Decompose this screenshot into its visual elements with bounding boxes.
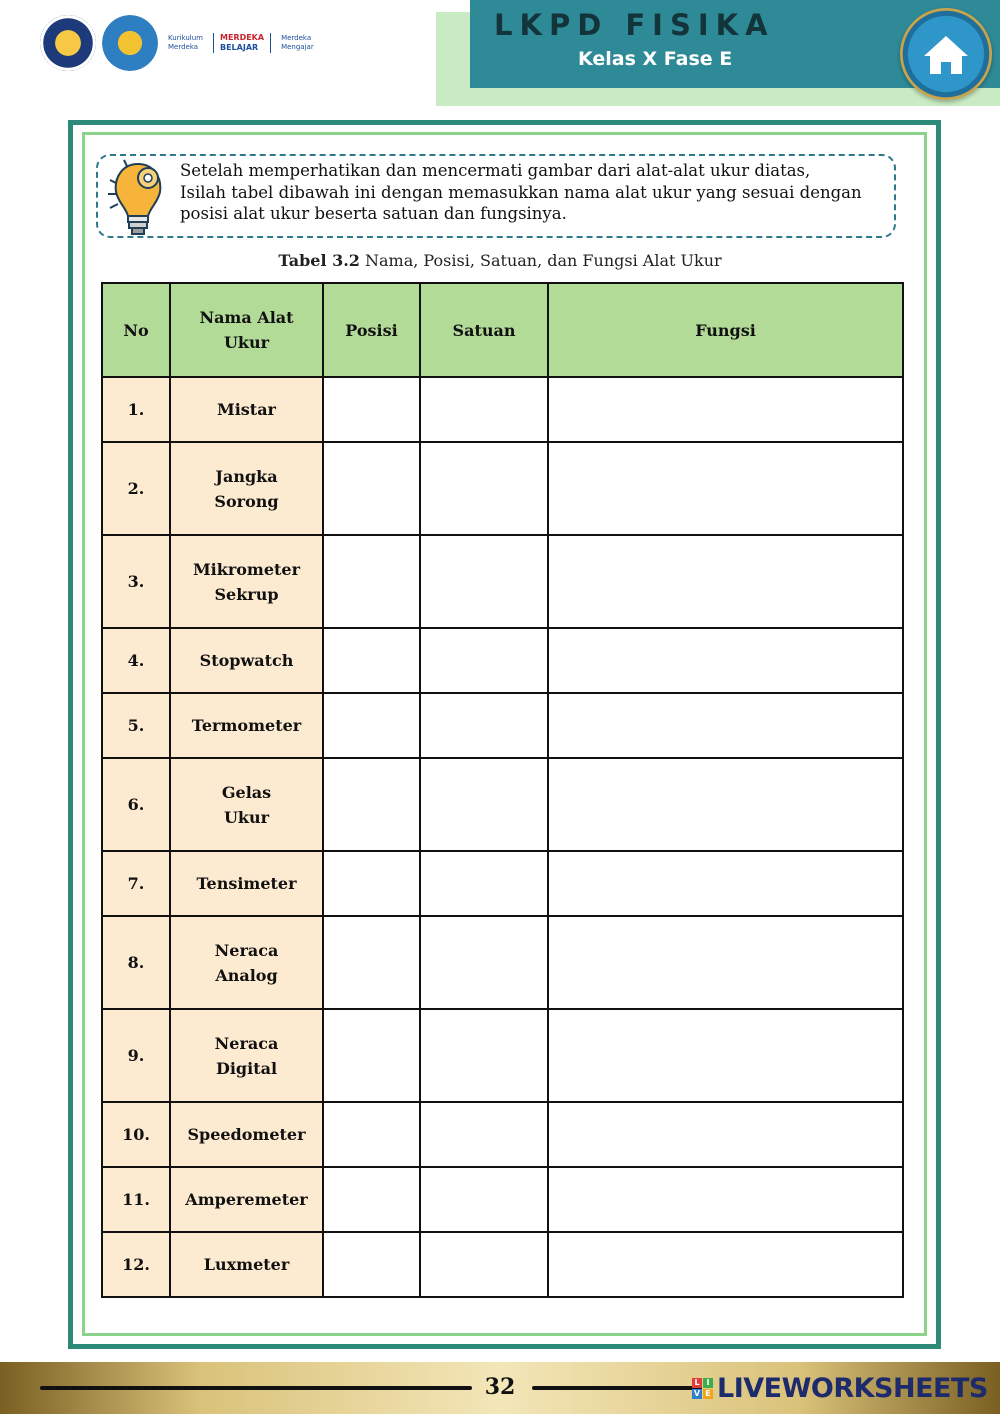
tool-name-line: Ukur <box>223 807 270 827</box>
table-caption: Tabel 3.2 Nama, Posisi, Satuan, dan Fungsi Alat Ukur <box>278 251 722 270</box>
row-number: 6. <box>102 758 170 851</box>
tool-name-line: Jangka <box>215 466 278 486</box>
measuring-tools-table <box>101 282 904 1298</box>
instruction-text: Setelah memperhatikan dan mencermati gambar dari alat-alat ukur diatas, Isilah tabel dibawah ini dengan memasukkan nama alat ukur yang sesuai dengan posisi alat ukur beserta satuan dan fungsinya. <box>180 161 862 223</box>
tool-name-line: Mistar <box>217 400 276 419</box>
satuan-answer-cell[interactable] <box>420 1167 548 1232</box>
tool-name <box>170 851 323 916</box>
liveworksheets-logo <box>692 1373 988 1404</box>
footer-line-right <box>532 1386 702 1390</box>
tool-name <box>170 442 323 535</box>
satuan-answer-cell[interactable] <box>420 442 548 535</box>
satuan-answer-cell[interactable] <box>420 535 548 628</box>
table-row <box>102 916 903 1009</box>
fungsi-answer-cell[interactable] <box>548 1167 903 1232</box>
header-logos <box>40 14 314 72</box>
page-number: 32 <box>484 1374 516 1400</box>
header-posisi: Posisi <box>323 283 420 377</box>
row-number: 2. <box>102 442 170 535</box>
fungsi-answer-cell[interactable] <box>548 693 903 758</box>
table-row <box>102 1102 903 1167</box>
tut-wuri-handayani-logo <box>102 15 158 71</box>
liveworksheets-wordmark: LIVEWORKSHEETS <box>717 1373 988 1404</box>
tool-name-line: Digital <box>215 1058 278 1078</box>
header-nama-alat-ukur: Nama Alat Ukur <box>170 283 323 377</box>
fungsi-answer-cell[interactable] <box>548 628 903 693</box>
tool-name <box>170 758 323 851</box>
tool-name <box>170 693 323 758</box>
fungsi-answer-cell[interactable] <box>548 916 903 1009</box>
row-number: 11. <box>102 1167 170 1232</box>
tool-name-line: Neraca <box>214 1033 279 1053</box>
table-row <box>102 377 903 442</box>
posisi-answer-cell[interactable] <box>323 1232 420 1297</box>
table-row <box>102 693 903 758</box>
posisi-answer-cell[interactable] <box>323 1167 420 1232</box>
table-row <box>102 1009 903 1102</box>
satuan-answer-cell[interactable] <box>420 693 548 758</box>
merdeka-belajar-logo: MERDEKA BELAJAR <box>213 33 271 53</box>
home-button[interactable] <box>900 8 992 100</box>
header-satuan: Satuan <box>420 283 548 377</box>
tool-name-line: Luxmeter <box>203 1255 290 1274</box>
tool-name-line: Speedometer <box>187 1125 306 1144</box>
fungsi-answer-cell[interactable] <box>548 377 903 442</box>
home-icon <box>922 32 970 76</box>
lightbulb-gear-icon <box>104 154 174 240</box>
satuan-answer-cell[interactable] <box>420 1102 548 1167</box>
posisi-answer-cell[interactable] <box>323 1009 420 1102</box>
table-row <box>102 1232 903 1297</box>
tool-name <box>170 377 323 442</box>
tool-name-line: Mikrometer <box>192 559 301 579</box>
fungsi-answer-cell[interactable] <box>548 535 903 628</box>
table-row <box>102 758 903 851</box>
header-fungsi: Fungsi <box>548 283 903 377</box>
row-number: 9. <box>102 1009 170 1102</box>
header-no: No <box>102 283 170 377</box>
table-body <box>102 377 903 1297</box>
table-row <box>102 628 903 693</box>
posisi-answer-cell[interactable] <box>323 693 420 758</box>
tool-name <box>170 1167 323 1232</box>
page-subtitle: Kelas X Fase E <box>578 48 733 70</box>
posisi-answer-cell[interactable] <box>323 628 420 693</box>
posisi-answer-cell[interactable] <box>323 851 420 916</box>
tool-name <box>170 628 323 693</box>
satuan-answer-cell[interactable] <box>420 1232 548 1297</box>
tool-name-line: Amperemeter <box>185 1190 308 1209</box>
tool-name-line: Analog <box>215 965 278 985</box>
liveworksheets-mark-icon: L I V E <box>692 1378 713 1399</box>
row-number: 12. <box>102 1232 170 1297</box>
posisi-answer-cell[interactable] <box>323 1102 420 1167</box>
fungsi-answer-cell[interactable] <box>548 851 903 916</box>
row-number: 10. <box>102 1102 170 1167</box>
page-title: LKPD FISIKA <box>494 8 775 42</box>
row-number: 7. <box>102 851 170 916</box>
table-header-row <box>102 283 903 377</box>
posisi-answer-cell[interactable] <box>323 535 420 628</box>
fungsi-answer-cell[interactable] <box>548 1102 903 1167</box>
row-number: 1. <box>102 377 170 442</box>
posisi-answer-cell[interactable] <box>323 916 420 1009</box>
row-number: 4. <box>102 628 170 693</box>
tool-name-line: Tensimeter <box>196 874 297 893</box>
tool-name-line: Termometer <box>191 716 302 735</box>
posisi-answer-cell[interactable] <box>323 377 420 442</box>
table-row <box>102 442 903 535</box>
fungsi-answer-cell[interactable] <box>548 758 903 851</box>
tool-name <box>170 535 323 628</box>
tool-name <box>170 916 323 1009</box>
posisi-answer-cell[interactable] <box>323 758 420 851</box>
satuan-answer-cell[interactable] <box>420 851 548 916</box>
merdeka-mengajar-logo: Merdeka Mengajar <box>281 34 314 51</box>
row-number: 8. <box>102 916 170 1009</box>
tool-name <box>170 1102 323 1167</box>
unp-logo <box>40 15 96 71</box>
tool-name-line: Stopwatch <box>199 651 294 670</box>
tool-name-line: Sekrup <box>214 584 279 604</box>
satuan-answer-cell[interactable] <box>420 758 548 851</box>
fungsi-answer-cell[interactable] <box>548 442 903 535</box>
tool-name-line: Sorong <box>214 491 279 511</box>
tool-name-line: Neraca <box>214 940 279 960</box>
table-row <box>102 851 903 916</box>
fungsi-answer-cell[interactable] <box>548 1009 903 1102</box>
table-row <box>102 535 903 628</box>
satuan-answer-cell[interactable] <box>420 916 548 1009</box>
satuan-answer-cell[interactable] <box>420 377 548 442</box>
row-number: 5. <box>102 693 170 758</box>
tool-name <box>170 1232 323 1297</box>
satuan-answer-cell[interactable] <box>420 628 548 693</box>
tool-name <box>170 1009 323 1102</box>
fungsi-answer-cell[interactable] <box>548 1232 903 1297</box>
footer-line-left <box>40 1386 472 1390</box>
satuan-answer-cell[interactable] <box>420 1009 548 1102</box>
posisi-answer-cell[interactable] <box>323 442 420 535</box>
tool-name-line: Gelas <box>221 782 272 802</box>
table-row <box>102 1167 903 1232</box>
kurikulum-merdeka-logo: Kurikulum Merdeka <box>168 34 203 51</box>
row-number: 3. <box>102 535 170 628</box>
